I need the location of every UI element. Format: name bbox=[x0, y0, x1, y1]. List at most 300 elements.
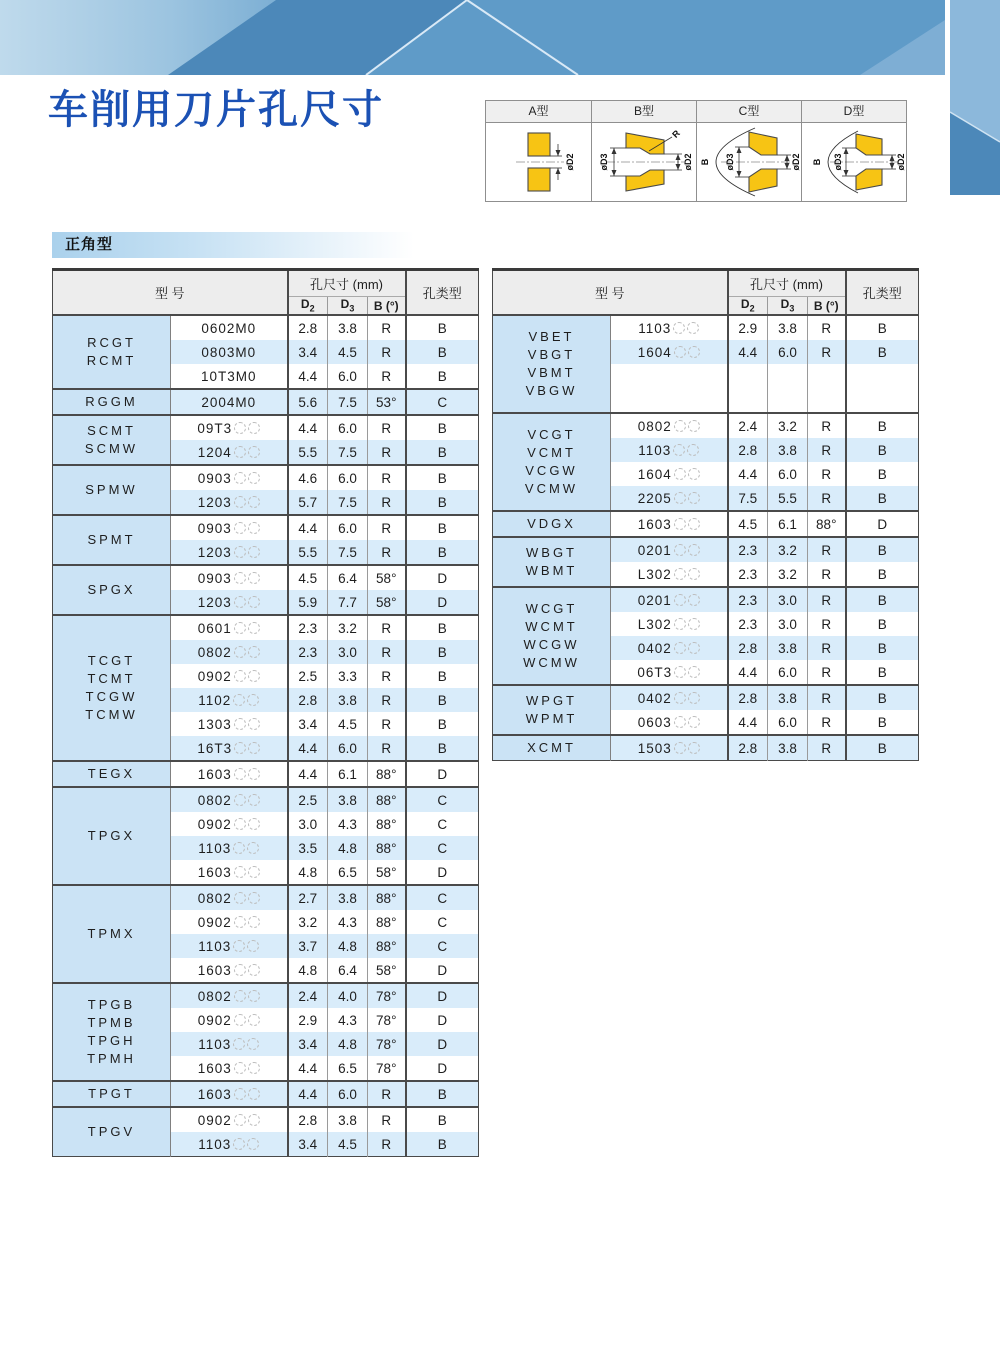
placeholder-circle-icon bbox=[674, 642, 686, 654]
d2-cell: 4.6 bbox=[288, 465, 328, 490]
placeholder-circle-icon bbox=[234, 768, 246, 780]
hole-type-cell: D bbox=[406, 983, 479, 1008]
d3-cell: 4.8 bbox=[328, 934, 368, 958]
model-size-cell: 0802 bbox=[171, 787, 288, 812]
d3-cell: 6.0 bbox=[328, 415, 368, 440]
table-row bbox=[53, 1081, 479, 1107]
table-row bbox=[493, 735, 919, 761]
d3-cell: 4.5 bbox=[328, 1132, 368, 1157]
placeholder-circle-icon bbox=[233, 1038, 245, 1050]
placeholder-circle-icon bbox=[248, 866, 260, 878]
d3-cell: 6.5 bbox=[328, 860, 368, 885]
hole-type-cell: B bbox=[846, 315, 919, 340]
d3-cell bbox=[768, 364, 808, 388]
b-angle-cell: R bbox=[368, 315, 406, 340]
placeholder-circle-icon bbox=[234, 916, 246, 928]
placeholder-circle-icon bbox=[673, 322, 685, 334]
placeholder-circle-icon bbox=[248, 522, 260, 534]
table-row bbox=[53, 885, 479, 910]
b-angle-cell: R bbox=[368, 1132, 406, 1157]
hole-type-cell: B bbox=[406, 1081, 479, 1107]
model-size-cell: 1303 bbox=[171, 712, 288, 736]
table-row bbox=[493, 315, 919, 340]
model-size-cell: 1103 bbox=[171, 1032, 288, 1056]
hole-type-cell: B bbox=[846, 587, 919, 612]
hole-type-a-diagram bbox=[486, 123, 591, 201]
b-angle-cell: R bbox=[368, 490, 406, 515]
d2-cell: 3.4 bbox=[288, 340, 328, 364]
b-angle-cell: 88° bbox=[368, 787, 406, 812]
model-size-cell: 0602M0 bbox=[171, 315, 288, 340]
table-row bbox=[53, 983, 479, 1008]
b-angle-cell: R bbox=[808, 710, 846, 735]
model-size-cell: 1203 bbox=[171, 540, 288, 565]
d3-cell: 3.0 bbox=[768, 612, 808, 636]
d2-cell: 2.4 bbox=[728, 413, 768, 438]
hole-type-cell: B bbox=[406, 515, 479, 540]
d2-cell: 4.4 bbox=[288, 761, 328, 787]
placeholder-circle-icon bbox=[688, 568, 700, 580]
d3-cell: 6.0 bbox=[768, 710, 808, 735]
hole-type-header: 孔类型 bbox=[406, 270, 479, 316]
placeholder-circle-icon bbox=[674, 666, 686, 678]
d3-header: $D_3$ bbox=[768, 297, 808, 316]
right-spec-table bbox=[492, 268, 919, 761]
d3-cell: 7.5 bbox=[328, 389, 368, 415]
placeholder-circle-icon bbox=[674, 468, 686, 480]
b-angle-cell: R bbox=[808, 612, 846, 636]
model-size-cell: 1604 bbox=[611, 340, 728, 364]
b-angle-cell: R bbox=[808, 685, 846, 710]
model-size-cell: 0201 bbox=[611, 537, 728, 562]
placeholder-circle-icon bbox=[234, 472, 246, 484]
table-row bbox=[53, 565, 479, 590]
placeholder-circle-icon bbox=[248, 472, 260, 484]
placeholder-circle-icon bbox=[234, 522, 246, 534]
d2-cell: 2.8 bbox=[288, 315, 328, 340]
d2-cell: 4.5 bbox=[288, 565, 328, 590]
model-size-cell: 0903 bbox=[171, 515, 288, 540]
model-series-cell: WBGT WBMT bbox=[493, 537, 611, 587]
b-angle-cell: R bbox=[808, 486, 846, 511]
model-size-cell: 0902 bbox=[171, 1107, 288, 1132]
d3-cell: 3.0 bbox=[328, 640, 368, 664]
b-angle-cell: R bbox=[368, 340, 406, 364]
hole-type-cell: C bbox=[406, 836, 479, 860]
model-group bbox=[53, 415, 479, 465]
placeholder-circle-icon bbox=[234, 646, 246, 658]
d3-cell: 4.3 bbox=[328, 910, 368, 934]
hole-type-cell: B bbox=[406, 440, 479, 465]
b-angle-cell: R bbox=[368, 736, 406, 761]
d2-cell: 3.2 bbox=[288, 910, 328, 934]
placeholder-circle-icon bbox=[248, 1114, 260, 1126]
table-row bbox=[493, 537, 919, 562]
model-size-cell: 1203 bbox=[171, 590, 288, 615]
b-angle-cell: R bbox=[368, 640, 406, 664]
placeholder-circle-icon bbox=[674, 742, 686, 754]
model-size-cell: 1603 bbox=[171, 958, 288, 983]
b-angle-cell: 88° bbox=[368, 934, 406, 958]
d3-cell: 6.0 bbox=[768, 340, 808, 364]
table-row bbox=[53, 761, 479, 787]
model-series-cell: TPGX bbox=[53, 787, 171, 885]
hole-type-cell: C bbox=[406, 910, 479, 934]
model-size-cell: 0402 bbox=[611, 636, 728, 660]
hole-type-cell: B bbox=[846, 537, 919, 562]
hole-size-header: 孔尺寸 (mm) bbox=[288, 270, 406, 297]
model-group bbox=[53, 1107, 479, 1157]
b-angle-cell: R bbox=[808, 562, 846, 587]
d2-cell: 4.4 bbox=[728, 462, 768, 486]
model-group bbox=[493, 735, 919, 761]
hole-type-cell: D bbox=[406, 761, 479, 787]
placeholder-circle-icon bbox=[234, 446, 246, 458]
model-size-cell: 2004M0 bbox=[171, 389, 288, 415]
b-angle-cell: R bbox=[808, 413, 846, 438]
placeholder-circle-icon bbox=[234, 742, 246, 754]
d2-cell: 7.5 bbox=[728, 486, 768, 511]
table-row bbox=[493, 685, 919, 710]
model-group bbox=[53, 315, 479, 389]
b-angle-cell: R bbox=[368, 1107, 406, 1132]
hole-type-cell: C bbox=[406, 389, 479, 415]
model-size-cell: L302 bbox=[611, 612, 728, 636]
spec-table bbox=[52, 268, 479, 1157]
placeholder-circle-icon bbox=[248, 1062, 260, 1074]
hole-type-d-label: D型 bbox=[801, 101, 906, 123]
table-row bbox=[53, 415, 479, 440]
table-row bbox=[53, 465, 479, 490]
model-group bbox=[493, 413, 919, 511]
hole-type-cell: B bbox=[846, 636, 919, 660]
model-size-cell: 0902 bbox=[171, 910, 288, 934]
d3-cell: 6.0 bbox=[328, 515, 368, 540]
model-group bbox=[493, 685, 919, 735]
d3-cell: 3.2 bbox=[328, 615, 368, 640]
d3-cell: 6.1 bbox=[328, 761, 368, 787]
model-series-cell: SPMT bbox=[53, 515, 171, 565]
table-row bbox=[53, 1107, 479, 1132]
table-row bbox=[53, 615, 479, 640]
hole-type-cell: B bbox=[846, 340, 919, 364]
model-size-cell: 1603 bbox=[171, 860, 288, 885]
b-angle-cell bbox=[808, 364, 846, 388]
hole-type-cell: B bbox=[406, 688, 479, 712]
b-angle-cell: R bbox=[368, 440, 406, 465]
d3-cell: 5.5 bbox=[768, 486, 808, 511]
d2-cell: 4.8 bbox=[288, 860, 328, 885]
hole-type-cell: B bbox=[846, 685, 919, 710]
d2-cell: 4.4 bbox=[728, 710, 768, 735]
d2-cell: 4.4 bbox=[288, 415, 328, 440]
hole-type-cell: B bbox=[406, 615, 479, 640]
model-series-cell: VBET VBGT VBMT VBGW bbox=[493, 315, 611, 413]
b-angle-cell: 78° bbox=[368, 983, 406, 1008]
side-strip-graphic bbox=[950, 0, 1000, 195]
model-column-header: 型 号 bbox=[53, 270, 288, 316]
b-angle-cell: R bbox=[808, 340, 846, 364]
placeholder-circle-icon bbox=[674, 716, 686, 728]
table-row bbox=[53, 389, 479, 415]
b-d3-dim-label: øD3 bbox=[599, 153, 609, 171]
d2-cell: 3.4 bbox=[288, 1132, 328, 1157]
model-series-cell: WPGT WPMT bbox=[493, 685, 611, 735]
hole-type-cell: B bbox=[406, 340, 479, 364]
hole-type-c-label: C型 bbox=[696, 101, 801, 123]
model-size-cell: 0601 bbox=[171, 615, 288, 640]
model-group bbox=[53, 389, 479, 415]
model-size-cell: 0802 bbox=[611, 413, 728, 438]
table-row bbox=[53, 787, 479, 812]
model-group bbox=[53, 515, 479, 565]
section-header-label: 正角型 bbox=[65, 236, 114, 253]
hole-type-cell: B bbox=[406, 1132, 479, 1157]
b-angle-cell: 58° bbox=[368, 565, 406, 590]
placeholder-circle-icon bbox=[687, 322, 699, 334]
placeholder-circle-icon bbox=[688, 642, 700, 654]
table-header bbox=[493, 270, 919, 316]
b-angle-cell: 58° bbox=[368, 958, 406, 983]
d-d2-dim-label: øD2 bbox=[896, 153, 906, 171]
placeholder-circle-icon bbox=[234, 964, 246, 976]
placeholder-circle-icon bbox=[674, 518, 686, 530]
d3-cell: 4.5 bbox=[328, 712, 368, 736]
model-group bbox=[53, 983, 479, 1081]
hole-type-cell: B bbox=[406, 640, 479, 664]
b-angle-cell: R bbox=[368, 664, 406, 688]
model-group bbox=[53, 1081, 479, 1107]
d2-cell: 2.8 bbox=[728, 685, 768, 710]
hole-type-cell: B bbox=[846, 710, 919, 735]
hole-type-cell: B bbox=[406, 315, 479, 340]
model-size-cell: 0803M0 bbox=[171, 340, 288, 364]
hole-type-header: 孔类型 bbox=[846, 270, 919, 316]
model-group bbox=[53, 615, 479, 761]
d3-cell: 3.3 bbox=[328, 664, 368, 688]
model-size-cell: 1603 bbox=[171, 761, 288, 787]
model-series-cell: TEGX bbox=[53, 761, 171, 787]
d2-cell: 2.8 bbox=[728, 636, 768, 660]
d2-cell: 4.8 bbox=[288, 958, 328, 983]
d3-cell: 7.7 bbox=[328, 590, 368, 615]
hole-type-cell: B bbox=[406, 364, 479, 389]
model-group bbox=[493, 537, 919, 587]
d2-cell: 3.4 bbox=[288, 1032, 328, 1056]
d2-cell: 2.8 bbox=[288, 1107, 328, 1132]
placeholder-circle-icon bbox=[688, 420, 700, 432]
model-size-cell: 06T3 bbox=[611, 660, 728, 685]
model-series-cell: TPGV bbox=[53, 1107, 171, 1157]
model-series-cell: VCGT VCMT VCGW VCMW bbox=[493, 413, 611, 511]
hole-type-c-diagram bbox=[696, 123, 801, 201]
left-spec-table bbox=[52, 268, 479, 1157]
d3-cell: 4.3 bbox=[328, 1008, 368, 1032]
placeholder-circle-icon bbox=[234, 892, 246, 904]
model-series-cell: TPGB TPMB TPGH TPMH bbox=[53, 983, 171, 1081]
d2-header: $D_2$ bbox=[288, 297, 328, 316]
hole-type-cell bbox=[846, 364, 919, 388]
d3-cell: 4.3 bbox=[328, 812, 368, 836]
model-size-cell: 1603 bbox=[611, 511, 728, 537]
b-angle-cell: R bbox=[808, 735, 846, 761]
model-series-cell: TPGT bbox=[53, 1081, 171, 1107]
c-angle-label: B bbox=[700, 158, 710, 166]
page-title: 车削用刀片孔尺寸 bbox=[48, 88, 384, 132]
b-angle-cell: 88° bbox=[368, 910, 406, 934]
d3-cell: 4.5 bbox=[328, 340, 368, 364]
placeholder-circle-icon bbox=[674, 692, 686, 704]
d2-cell: 5.5 bbox=[288, 440, 328, 465]
hole-type-cell: B bbox=[846, 735, 919, 761]
d2-cell: 4.5 bbox=[728, 511, 768, 537]
placeholder-circle-icon bbox=[234, 1014, 246, 1026]
b-angle-cell: 88° bbox=[368, 812, 406, 836]
d2-cell: 5.5 bbox=[288, 540, 328, 565]
d2-cell: 5.7 bbox=[288, 490, 328, 515]
d2-cell: 4.4 bbox=[288, 736, 328, 761]
d2-cell: 2.3 bbox=[728, 612, 768, 636]
model-series-cell: XCMT bbox=[493, 735, 611, 761]
model-size-cell: 2205 bbox=[611, 486, 728, 511]
d3-cell: 6.0 bbox=[328, 364, 368, 389]
section-header bbox=[52, 232, 478, 258]
hole-type-cell: B bbox=[406, 465, 479, 490]
placeholder-circle-icon bbox=[248, 768, 260, 780]
placeholder-circle-icon bbox=[234, 818, 246, 830]
placeholder-circle-icon bbox=[248, 422, 260, 434]
placeholder-circle-icon bbox=[248, 596, 260, 608]
model-series-cell: SCMT SCMW bbox=[53, 415, 171, 465]
model-size-cell: 0802 bbox=[171, 983, 288, 1008]
placeholder-circle-icon bbox=[248, 446, 260, 458]
d3-cell: 4.0 bbox=[328, 983, 368, 1008]
hole-type-cell: C bbox=[406, 787, 479, 812]
b-angle-cell: 88° bbox=[808, 511, 846, 537]
table-row bbox=[53, 315, 479, 340]
b-d2-dim-label: øD2 bbox=[683, 153, 693, 171]
d2-cell: 4.4 bbox=[288, 364, 328, 389]
d2-cell: 3.5 bbox=[288, 836, 328, 860]
b-angle-cell: 88° bbox=[368, 885, 406, 910]
b-angle-cell: R bbox=[368, 1081, 406, 1107]
b-angle-cell: R bbox=[368, 465, 406, 490]
model-group bbox=[53, 787, 479, 885]
model-group bbox=[493, 511, 919, 537]
model-size-cell: L302 bbox=[611, 562, 728, 587]
placeholder-circle-icon bbox=[248, 572, 260, 584]
d2-cell: 2.9 bbox=[728, 315, 768, 340]
d3-header: $D_3$ bbox=[328, 297, 368, 316]
model-group bbox=[53, 565, 479, 615]
b-angle-header: B (°) bbox=[808, 297, 846, 316]
placeholder-circle-icon bbox=[673, 444, 685, 456]
placeholder-circle-icon bbox=[688, 594, 700, 606]
placeholder-circle-icon bbox=[688, 544, 700, 556]
d3-cell: 3.8 bbox=[328, 885, 368, 910]
hole-type-d-diagram bbox=[801, 123, 906, 201]
b-angle-cell: R bbox=[368, 415, 406, 440]
placeholder-circle-icon bbox=[234, 718, 246, 730]
model-group bbox=[53, 465, 479, 515]
table-row bbox=[493, 511, 919, 537]
model-size-cell: 1102 bbox=[171, 688, 288, 712]
b-angle-cell: R bbox=[808, 438, 846, 462]
placeholder-circle-icon bbox=[233, 940, 245, 952]
placeholder-circle-icon bbox=[234, 422, 246, 434]
d2-cell bbox=[728, 364, 768, 388]
d2-cell: 2.5 bbox=[288, 664, 328, 688]
model-size-cell: 0201 bbox=[611, 587, 728, 612]
d3-cell: 6.5 bbox=[328, 1056, 368, 1081]
d2-cell: 4.4 bbox=[288, 1056, 328, 1081]
hole-type-b-label: B型 bbox=[591, 101, 696, 123]
d2-cell: 4.4 bbox=[288, 515, 328, 540]
hole-type-cell: D bbox=[846, 511, 919, 537]
hole-type-diagram-table bbox=[485, 100, 907, 202]
placeholder-circle-icon bbox=[688, 468, 700, 480]
placeholder-circle-icon bbox=[233, 694, 245, 706]
d3-cell: 3.8 bbox=[768, 735, 808, 761]
placeholder-circle-icon bbox=[234, 990, 246, 1002]
placeholder-circle-icon bbox=[234, 572, 246, 584]
model-size-cell: 09T3 bbox=[171, 415, 288, 440]
placeholder-circle-icon bbox=[674, 492, 686, 504]
placeholder-circle-icon bbox=[674, 568, 686, 580]
hole-type-cell: B bbox=[406, 540, 479, 565]
b-angle-header: B (°) bbox=[368, 297, 406, 316]
hole-type-cell: D bbox=[406, 590, 479, 615]
model-size-cell: 1503 bbox=[611, 735, 728, 761]
model-group bbox=[493, 315, 919, 413]
d2-header: $D_2$ bbox=[728, 297, 768, 316]
b-angle-cell: R bbox=[808, 315, 846, 340]
placeholder-circle-icon bbox=[234, 546, 246, 558]
placeholder-circle-icon bbox=[248, 964, 260, 976]
placeholder-circle-icon bbox=[248, 916, 260, 928]
table-header bbox=[53, 270, 479, 316]
d3-cell: 3.0 bbox=[768, 587, 808, 612]
d2-cell: 2.5 bbox=[288, 787, 328, 812]
placeholder-circle-icon bbox=[688, 518, 700, 530]
d3-cell: 3.8 bbox=[328, 315, 368, 340]
b-angle-cell: R bbox=[368, 688, 406, 712]
placeholder-circle-icon bbox=[688, 692, 700, 704]
d2-cell: 2.3 bbox=[288, 640, 328, 664]
hole-type-cell bbox=[846, 388, 919, 413]
placeholder-circle-icon bbox=[688, 346, 700, 358]
model-series-cell: TPMX bbox=[53, 885, 171, 983]
d3-cell: 6.0 bbox=[328, 736, 368, 761]
placeholder-circle-icon bbox=[688, 742, 700, 754]
hole-type-cell: B bbox=[846, 438, 919, 462]
d3-cell: 3.8 bbox=[328, 1107, 368, 1132]
model-series-cell: WCGT WCMT WCGW WCMW bbox=[493, 587, 611, 685]
d3-cell: 3.2 bbox=[768, 413, 808, 438]
d3-cell: 3.2 bbox=[768, 562, 808, 587]
placeholder-circle-icon bbox=[248, 742, 260, 754]
placeholder-circle-icon bbox=[247, 1138, 259, 1150]
placeholder-circle-icon bbox=[248, 990, 260, 1002]
b-angle-cell: 58° bbox=[368, 590, 406, 615]
placeholder-circle-icon bbox=[247, 1038, 259, 1050]
b-angle-cell: R bbox=[808, 587, 846, 612]
placeholder-circle-icon bbox=[234, 596, 246, 608]
placeholder-circle-icon bbox=[234, 1062, 246, 1074]
b-angle-cell: 78° bbox=[368, 1056, 406, 1081]
model-size-cell: 0802 bbox=[171, 640, 288, 664]
b-angle-cell: 88° bbox=[368, 761, 406, 787]
